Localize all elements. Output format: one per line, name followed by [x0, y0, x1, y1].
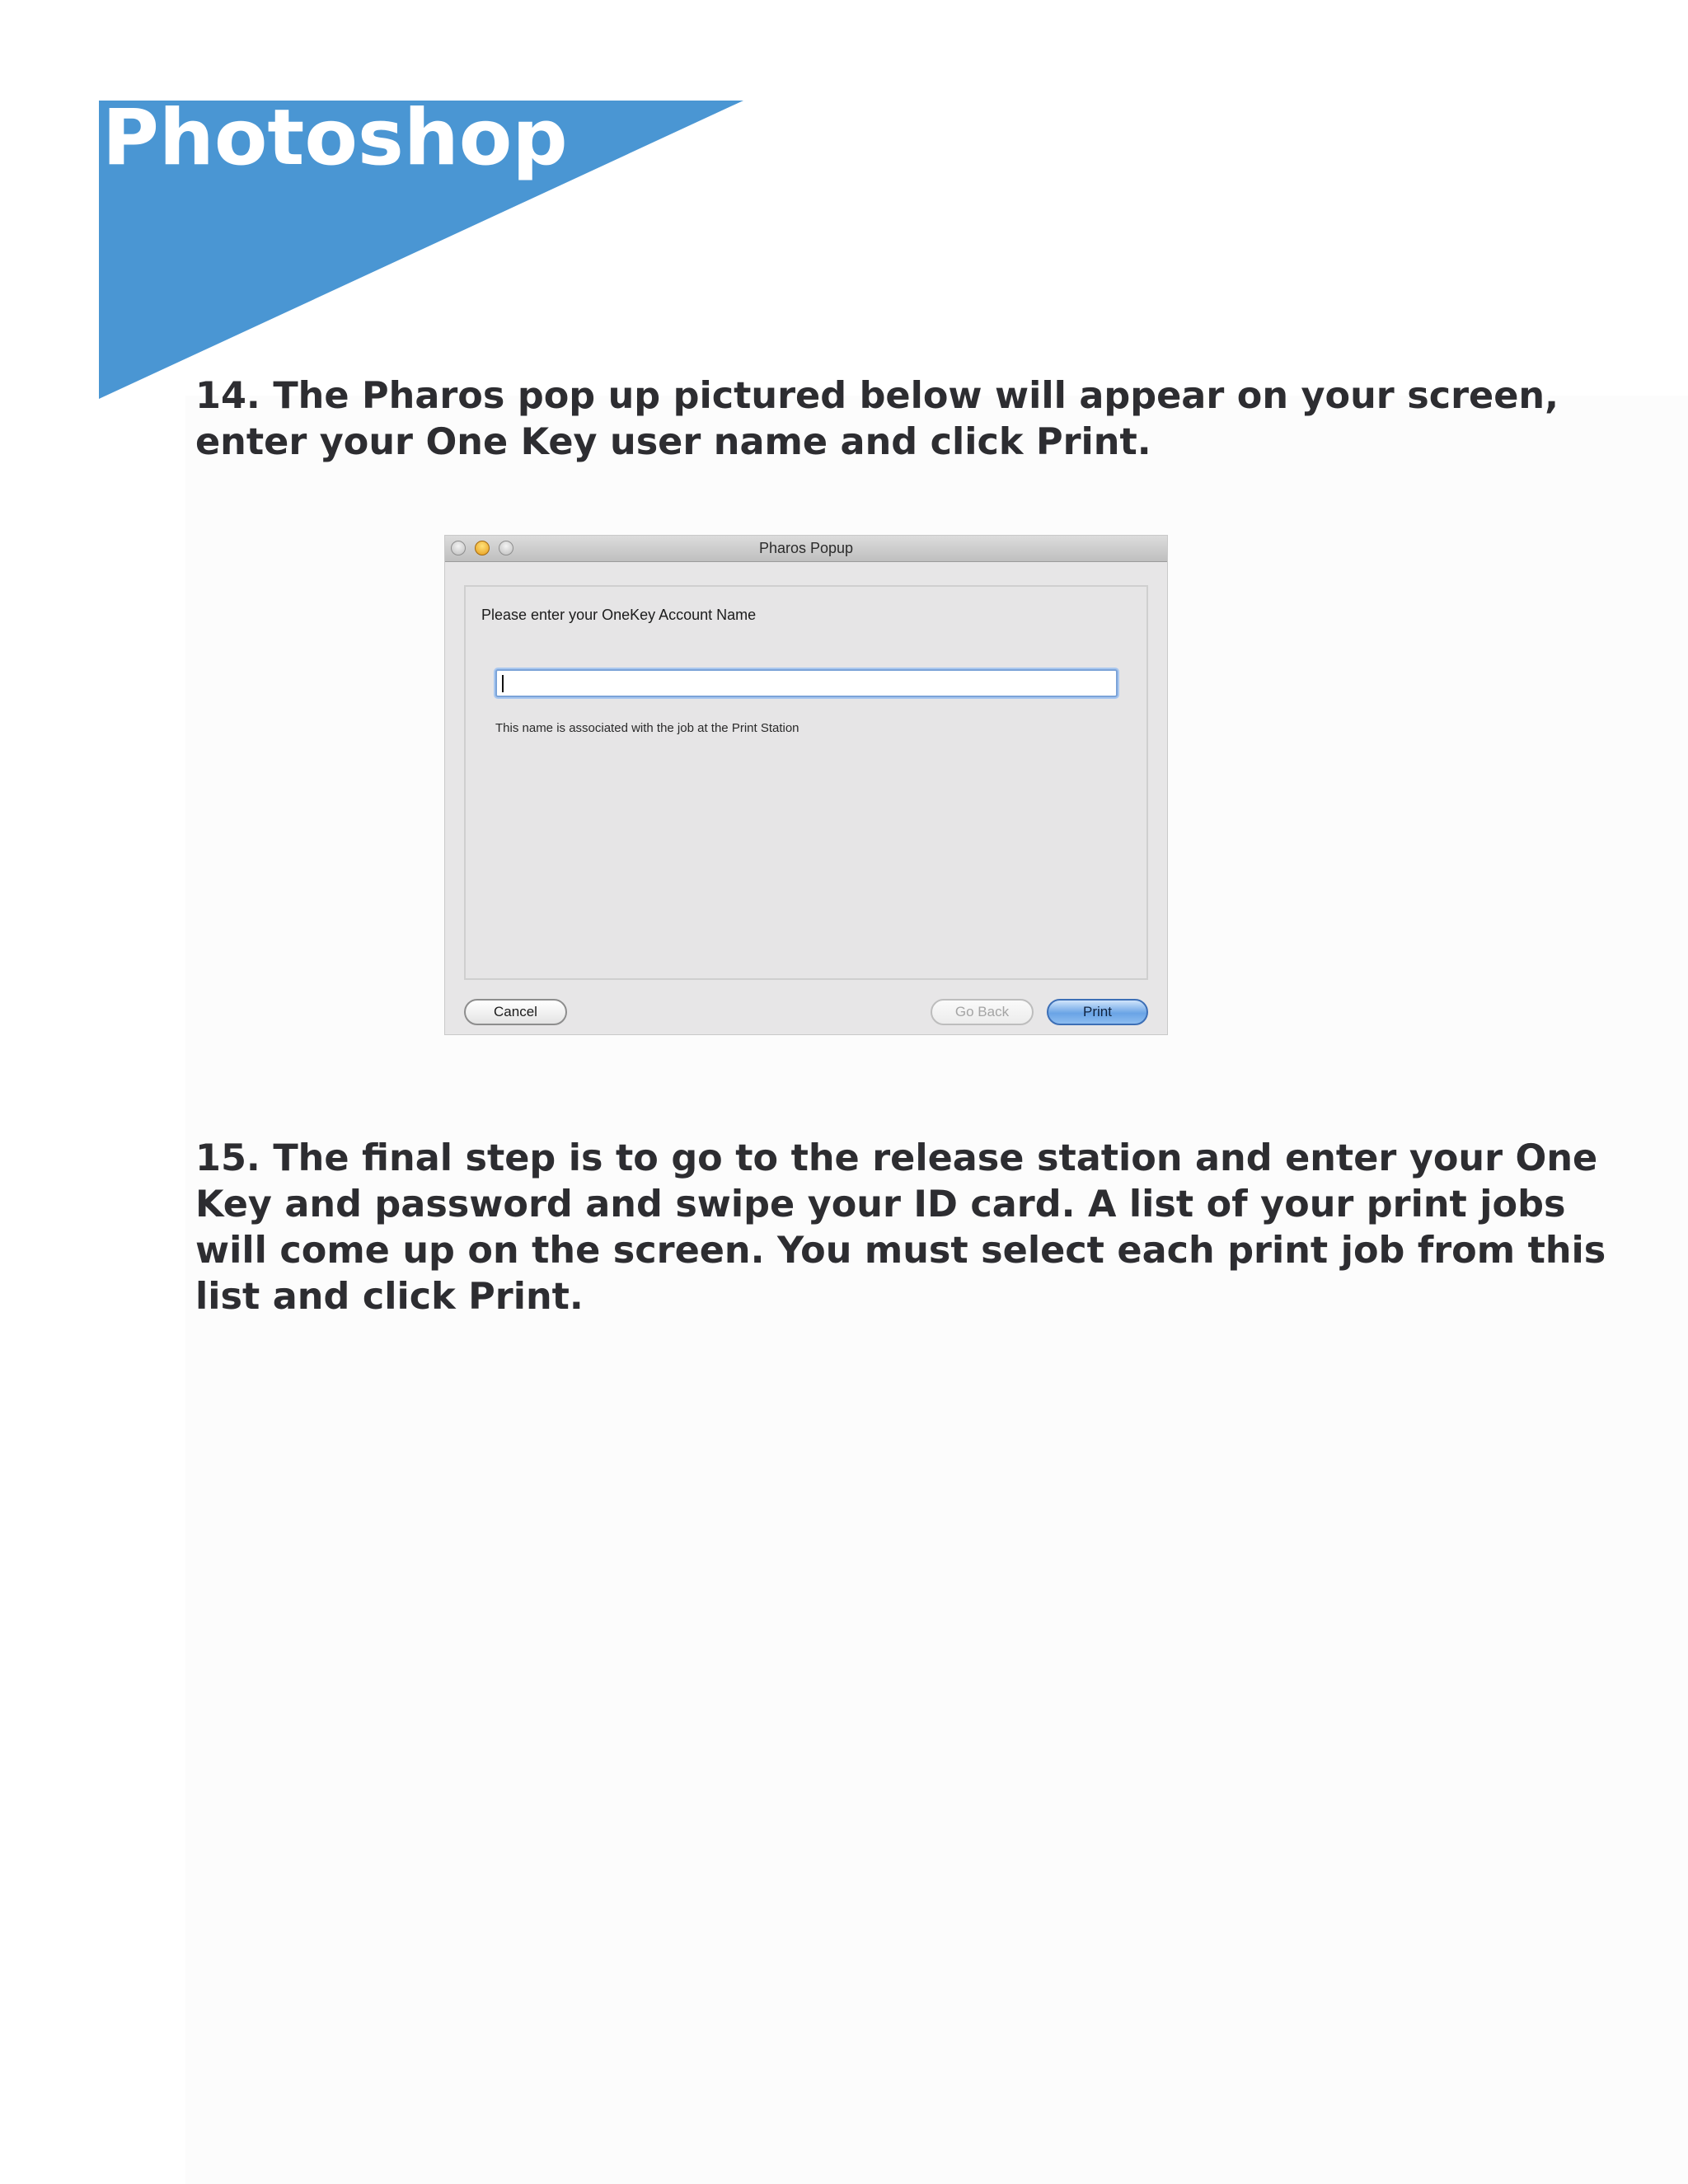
window-titlebar[interactable] [445, 536, 1167, 562]
step-14-instruction [195, 373, 1559, 466]
text-cursor [502, 675, 504, 692]
account-name-hint: This name is associated with the job at the Print Station [495, 721, 799, 735]
step-15-line: list and click Print. [195, 1276, 584, 1318]
banner-title: Photoshop [102, 93, 568, 183]
cancel-button[interactable]: Cancel [464, 999, 567, 1025]
step-15-instruction [195, 1136, 1606, 1320]
account-name-input[interactable] [495, 669, 1118, 697]
step-15-line: 15. The final step is to go to the release station and enter your One [195, 1137, 1598, 1179]
window-title: Pharos Popup [758, 540, 854, 556]
go-back-button[interactable]: Go Back [931, 999, 1034, 1025]
print-button[interactable]: Print [1047, 999, 1148, 1025]
account-name-prompt: Please enter your OneKey Account Name [481, 607, 757, 623]
step-14-line: enter your One Key user name and click Print. [195, 421, 1151, 463]
step-14-line: 14. The Pharos pop up pictured below will appear on your screen, [195, 375, 1559, 417]
step-15-line: will come up on the screen. You must select each print job from this [195, 1230, 1606, 1272]
step-15-line: Key and password and swipe your ID card. A list of your print jobs [195, 1183, 1566, 1226]
pharos-popup-dialog [444, 535, 1168, 1035]
dialog-content-panel [464, 585, 1148, 980]
